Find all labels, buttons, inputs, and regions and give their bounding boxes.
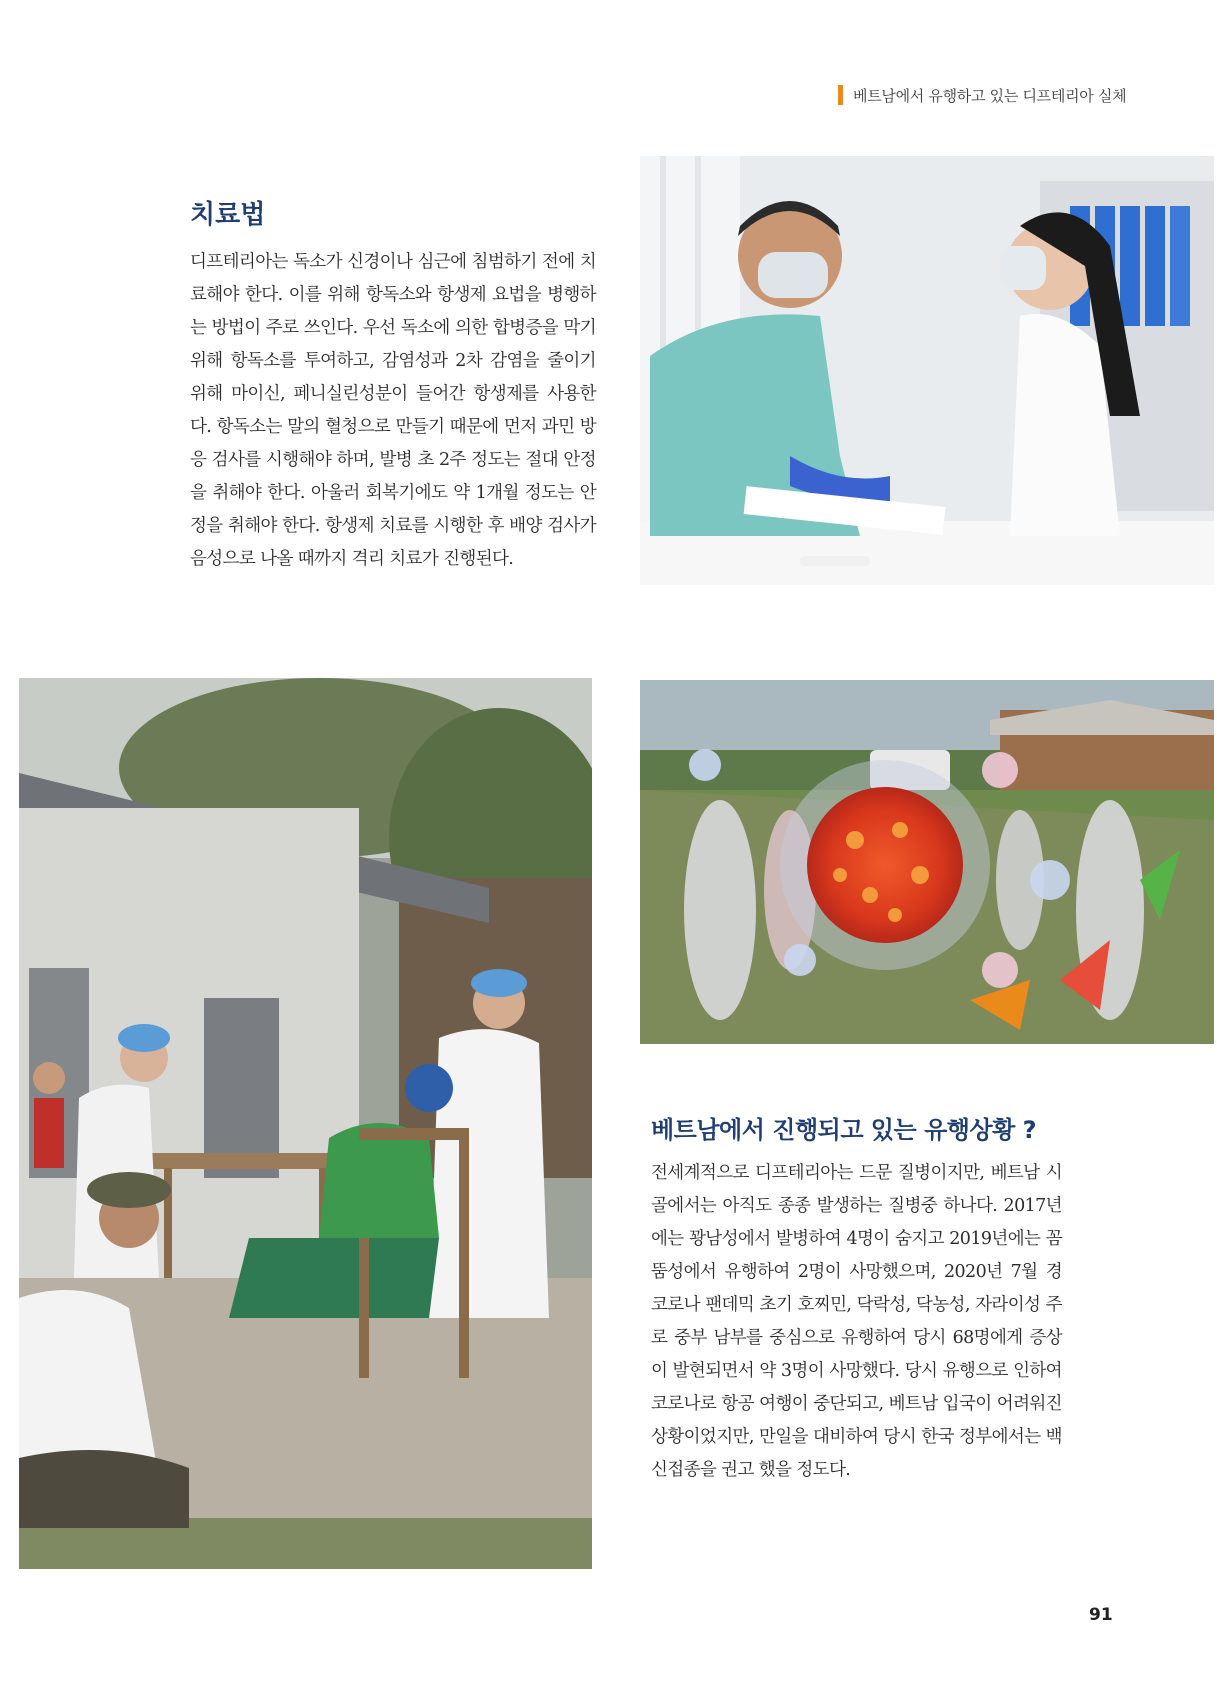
treatment-heading: 치료법 <box>190 200 266 230</box>
village-testing-photo <box>19 678 592 1569</box>
outbreak-heading: 베트남에서 진행되고 있는 유행상황 ? <box>651 1116 1037 1144</box>
page-number: 91 <box>1089 1605 1113 1625</box>
outbreak-paragraph: 전세계적으로 디프테리아는 드문 질병이지만, 베트남 시골에서는 아직도 종종 발생하는 질병중 하나다. 2017년에는 꽝남성에서 발병하여 4명이 숨지고 2019년에는 꼼뚬성에서 유행하여 2명이 사망했으며, 2020년 7월 경 코로나 팬데믹 초기 호찌민, 닥락성, 닥농성, 자라이성 주로 중부 남부를 중심으로 유행하여 당시 68명에게 증상이 발현되면서 약 3명이 사망했다. 당시 유행으로 인하여 코로나로 항공 여행이 중단되고, 베트남 입국이 어려워진 상황이었지만, 만일을 대비하여 당시 한국 정부에서는 백신접종을 권고 했을 정도다. <box>651 1163 1062 1480</box>
section-tag <box>838 84 1126 106</box>
treatment-paragraph: 디프테리아는 독소가 신경이나 심근에 침범하기 전에 치료해야 한다. 이를 위해 항독소와 항생제 요법을 병행하는 방법이 주로 쓰인다. 우선 독소에 의한 합병증을 막기 위해 항독소를 투여하고, 감염성과 2차 감염을 줄이기 위해 마이신, 페니실린성분이 들어간 항생제를 사용한다. 항독소는 말의 혈청으로 만들기 때문에 먼저 과민 방응 검사를 시행해야 하며, 발병 초 2주 정도는 절대 안정을 취해야 한다. 아울러 회복기에도 약 1개월 정도는 안정을 취해야 한다. 항생제 치료를 시행한 후 배양 검사가 음성으로 나올 때까지 격리 치료가 진행된다. <box>190 252 596 569</box>
section-tag-accent-bar <box>838 85 843 105</box>
section-tag-text: 베트남에서 유행하고 있는 디프테리아 실체 <box>853 86 1127 105</box>
virus-illustration-photo <box>640 680 1214 1044</box>
clinic-consultation-photo <box>640 156 1214 585</box>
